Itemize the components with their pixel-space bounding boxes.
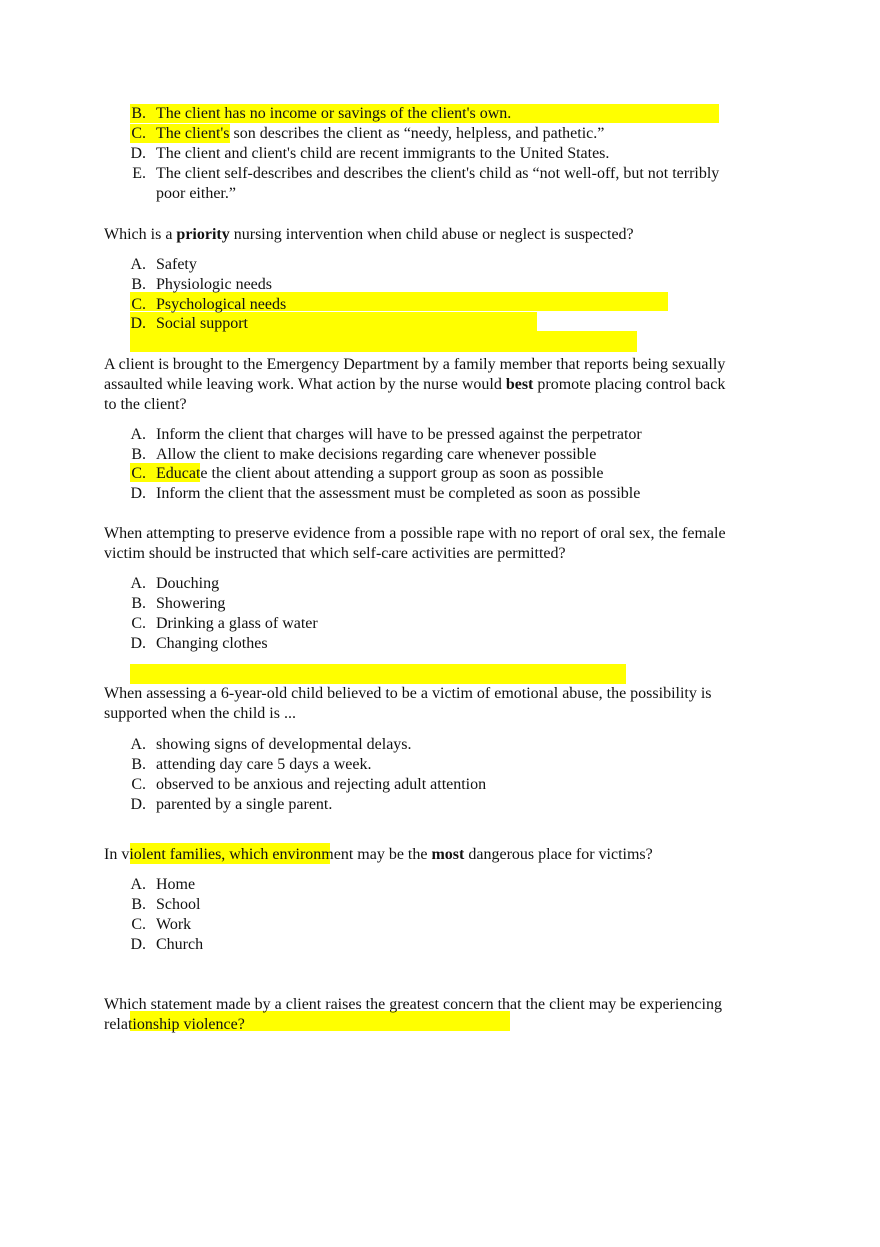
option-letter: B. — [131, 446, 146, 463]
option-letter: D. — [130, 936, 146, 953]
option-letter: A. — [130, 256, 146, 273]
option-letter: A. — [130, 575, 146, 592]
option-letter: C. — [131, 296, 146, 313]
question-stem: assaulted while leaving work. What action by the nurse would best promote placing control back — [104, 376, 726, 393]
option-letter: D. — [130, 145, 146, 162]
option-text: School — [156, 896, 201, 913]
option-letter: B. — [131, 595, 146, 612]
option-text: Showering — [156, 595, 226, 612]
option-letter: D. — [130, 796, 146, 813]
question-stem: In violent families, which environment may be the most dangerous place for victims? — [104, 846, 653, 863]
option-letter: D. — [130, 485, 146, 502]
option-letter: A. — [130, 736, 146, 753]
option-letter: B. — [131, 105, 146, 122]
option-letter: C. — [131, 125, 146, 142]
option-letter: B. — [131, 896, 146, 913]
option-text: Educate the client about attending a support group as soon as possible — [156, 465, 604, 482]
question-stem: When assessing a 6-year-old child believed to be a victim of emotional abuse, the possibility is — [104, 685, 712, 702]
option-text: Inform the client that charges will have to be pressed against the perpetrator — [156, 426, 642, 443]
question-stem: relationship violence? — [104, 1016, 245, 1033]
option-text: The client has no income or savings of the client's own. — [156, 105, 512, 122]
question-stem: victim should be instructed that which self-care activities are permitted? — [104, 545, 566, 562]
option-letter: D. — [130, 315, 146, 332]
option-text: Social support — [156, 315, 248, 332]
option-text: The client's son describes the client as “needy, helpless, and pathetic.” — [156, 125, 605, 142]
question-stem: Which statement made by a client raises the greatest concern that the client may be experiencing — [104, 996, 722, 1013]
option-letter: C. — [131, 465, 146, 482]
question-stem: Which is a priority nursing intervention when child abuse or neglect is suspected? — [104, 226, 634, 243]
option-letter: D. — [130, 635, 146, 652]
option-text-continuation: poor either.” — [156, 185, 236, 202]
option-text: Inform the client that the assessment must be completed as soon as possible — [156, 485, 641, 502]
option-text: Physiologic needs — [156, 276, 272, 293]
option-text: Douching — [156, 575, 220, 592]
highlight-mark — [130, 664, 626, 684]
highlight-mark — [130, 331, 637, 352]
option-text: The client and client's child are recent immigrants to the United States. — [156, 145, 610, 162]
option-text: Drinking a glass of water — [156, 615, 318, 632]
option-text: observed to be anxious and rejecting adult attention — [156, 776, 487, 793]
option-text: Allow the client to make decisions regarding care whenever possible — [156, 446, 597, 463]
option-text: Work — [156, 916, 192, 933]
question-stem: to the client? — [104, 396, 187, 413]
option-letter: C. — [131, 615, 146, 632]
option-letter: B. — [131, 756, 146, 773]
option-text: Church — [156, 936, 204, 953]
option-text: Home — [156, 876, 196, 893]
option-letter: C. — [131, 916, 146, 933]
question-stem: When attempting to preserve evidence from a possible rape with no report of oral sex, the female — [104, 525, 726, 542]
option-text: Safety — [156, 256, 197, 273]
question-stem: supported when the child is ... — [104, 705, 296, 722]
option-text: attending day care 5 days a week. — [156, 756, 372, 773]
option-text: Changing clothes — [156, 635, 268, 652]
question-stem: A client is brought to the Emergency Department by a family member that reports being sexually — [104, 356, 726, 373]
option-text: parented by a single parent. — [156, 796, 333, 813]
option-letter: E. — [132, 165, 146, 182]
option-letter: C. — [131, 776, 146, 793]
option-text: Psychological needs — [156, 296, 287, 313]
option-text: The client self-describes and describes the client's child as “not well-off, but not terribly — [156, 165, 720, 182]
option-letter: A. — [130, 426, 146, 443]
option-letter: B. — [131, 276, 146, 293]
option-text: showing signs of developmental delays. — [156, 736, 412, 753]
option-letter: A. — [130, 876, 146, 893]
